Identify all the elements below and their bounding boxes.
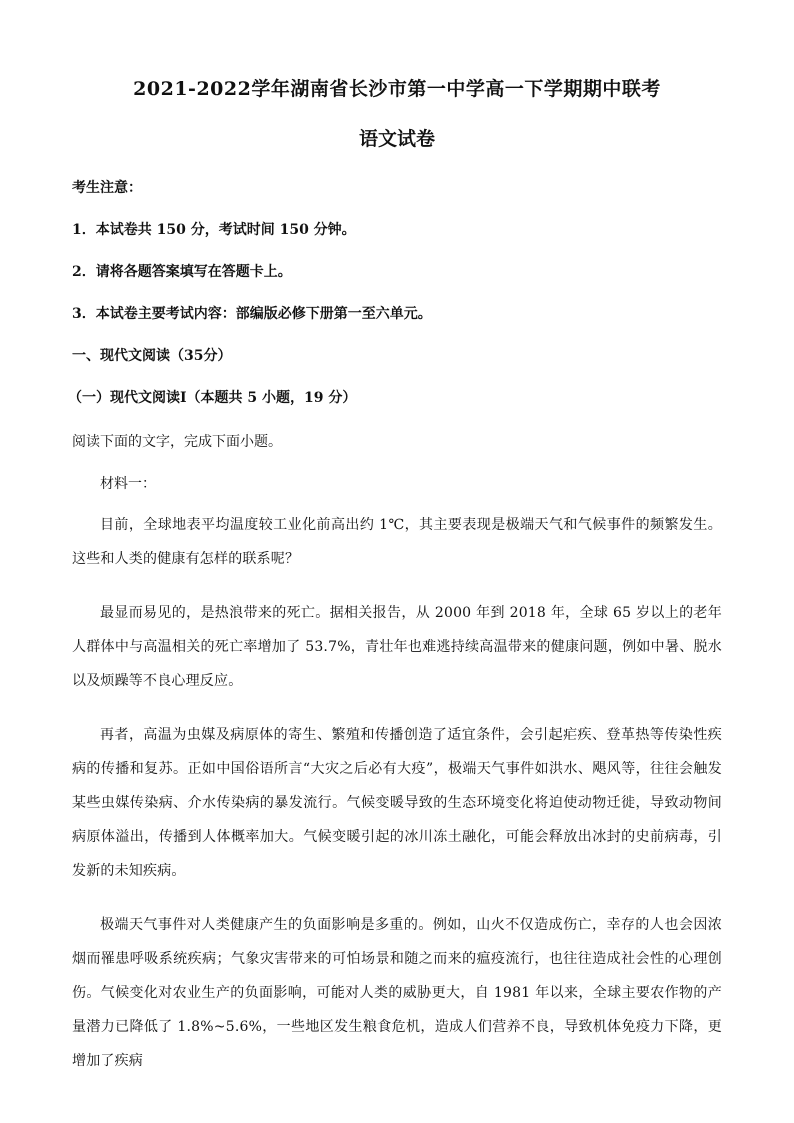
section-heading: 一、现代文阅读（35分）: [72, 348, 232, 364]
notice-item-2: 2．请将各题答案填写在答题卡上。: [72, 264, 292, 280]
paragraph-4: 极端天气事件对人类健康产生的负面影响是多重的。例如，山火不仅造成伤亡，幸存的人也会因浓烟而罹患呼吸系统疾病；气象灾害带来的可怕场景和随之而来的瘟疫流行，也往往造成社会性的心理创伤。气候变化对农业生产的负面影响，可能对人类的威胁更大，自 1981 年以来，全球主要农作物的产量潜力已降低了 1.8%~5.6%，一些地区发生粮食危机，造成人们营养不良，导致机体免疫力下降，更增加了疾病: [72, 917, 722, 1069]
material-label: 材料一：: [100, 476, 156, 492]
notice-item-3: 3．本试卷主要考试内容：部编版必修下册第一至六单元。: [72, 306, 432, 322]
subsection-heading: （一）现代文阅读Ⅰ（本题共 5 小题，19 分）: [68, 390, 357, 406]
paragraph-2: 最显而易见的，是热浪带来的死亡。据相关报告，从 2000 年到 2018 年，全球 65 岁以上的老年人群体中与高温相关的死亡率增加了 53.7%，青壮年也难逃持续高温带来的健康问题，例如中暑、脱水以及烦躁等不良心理反应。: [72, 605, 722, 689]
page-subtitle: 语文试卷: [358, 128, 435, 150]
notice-heading: 考生注意：: [72, 180, 142, 196]
page-title: 2021-2022学年湖南省长沙市第一中学高一下学期期中联考: [133, 78, 661, 100]
paragraph-1: 目前，全球地表平均温度较工业化前高出约 1℃，其主要表现是极端天气和气候事件的频繁发生。这些和人类的健康有怎样的联系呢？: [72, 517, 722, 567]
reading-instruction: 阅读下面的文字，完成下面小题。: [72, 434, 282, 450]
notice-item-1: 1．本试卷共 150 分，考试时间 150 分钟。: [72, 222, 356, 238]
paragraph-3: 再者，高温为虫媒及病原体的寄生、繁殖和传播创造了适宜条件，会引起疟疾、登革热等传染性疾病的传播和复苏。正如中国俗语所言“大灾之后必有大疫”，极端天气事件如洪水、飓风等，往往会触发某些虫媒传染病、介水传染病的暴发流行。气候变暖导致的生态环境变化将迫使动物迁徙，导致动物间病原体溢出，传播到人体概率加大。气候变暖引起的冰川冻土融化，可能会释放出冰封的史前病毒，引发新的未知疾病。: [72, 727, 722, 879]
